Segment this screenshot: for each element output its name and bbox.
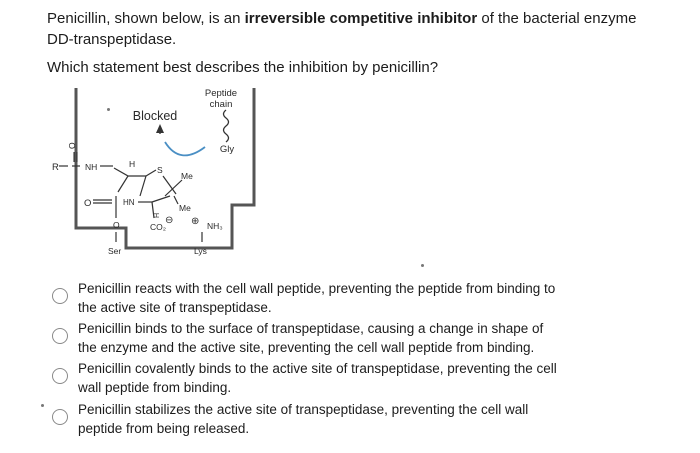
side-chain-o-label: O: [67, 142, 77, 149]
me-label-1: Me: [181, 171, 193, 181]
option-1-text[interactable]: Penicillin reacts with the cell wall peptide, preventing the peptide from binding to the active site of transpeptidase.: [78, 281, 556, 315]
chain-label: chain: [209, 99, 233, 110]
blocked-label: Blocked: [132, 109, 178, 123]
ser-o-label: O: [113, 220, 120, 230]
radio-button-4[interactable]: [52, 409, 68, 425]
question-prompt: Which statement best describes the inhibition by penicillin?: [47, 59, 439, 76]
r-group-label: R: [52, 162, 59, 173]
peptide-label: Peptide: [204, 88, 238, 99]
answer-option-1[interactable]: [52, 279, 612, 317]
plus-charge: ⊕: [191, 216, 200, 227]
answer-option-2[interactable]: [52, 319, 612, 357]
stray-dot: [41, 404, 44, 407]
intro-text-start: Penicillin, shown below, is an: [47, 10, 245, 27]
nh-label: NH: [85, 162, 98, 172]
blocked-arrow-head: [156, 124, 164, 133]
intro-bold-term: irreversible competitive inhibitor: [244, 10, 478, 27]
nh3-label: NH₃: [207, 221, 223, 231]
option-4-text[interactable]: Penicillin stabilizes the active site of transpeptidase, preventing the cell wall peptide from being released.: [78, 402, 529, 436]
answer-option-4[interactable]: [52, 400, 612, 438]
peptide-chain-wavy: [224, 110, 229, 142]
gly-label: Gly: [219, 144, 235, 155]
radio-button-2[interactable]: [52, 328, 68, 344]
hn-label: HN: [123, 198, 135, 207]
stray-dot: [107, 108, 110, 111]
minus-charge: ⊖: [165, 215, 174, 226]
option-3-text[interactable]: Penicillin covalently binds to the active site of transpeptidase, preventing the cell wall peptide from binding.: [78, 361, 557, 395]
answer-option-3[interactable]: [52, 359, 612, 397]
radio-button-1[interactable]: [52, 288, 68, 304]
h-ring-label: H: [154, 212, 161, 218]
s-atom-label: S: [157, 165, 163, 175]
option-2-text[interactable]: Penicillin binds to the surface of transpeptidase, causing a change in shape of the enzyme and the active site, preventing the cell wall peptide from binding.: [78, 321, 544, 355]
intro-text-end: of the bacterial enzyme DD-transpeptidase.: [47, 10, 637, 48]
carboxylate-label: CO₂: [150, 222, 167, 232]
radio-button-3[interactable]: [52, 368, 68, 384]
h-top-label: H: [129, 159, 136, 169]
carbonyl-o-label: O: [84, 198, 92, 209]
lys-label: Lys: [194, 246, 207, 256]
stray-dot: [421, 264, 424, 267]
ser-label: Ser: [108, 246, 122, 256]
me-label-2: Me: [179, 203, 191, 213]
blocked-curve: [165, 142, 205, 155]
